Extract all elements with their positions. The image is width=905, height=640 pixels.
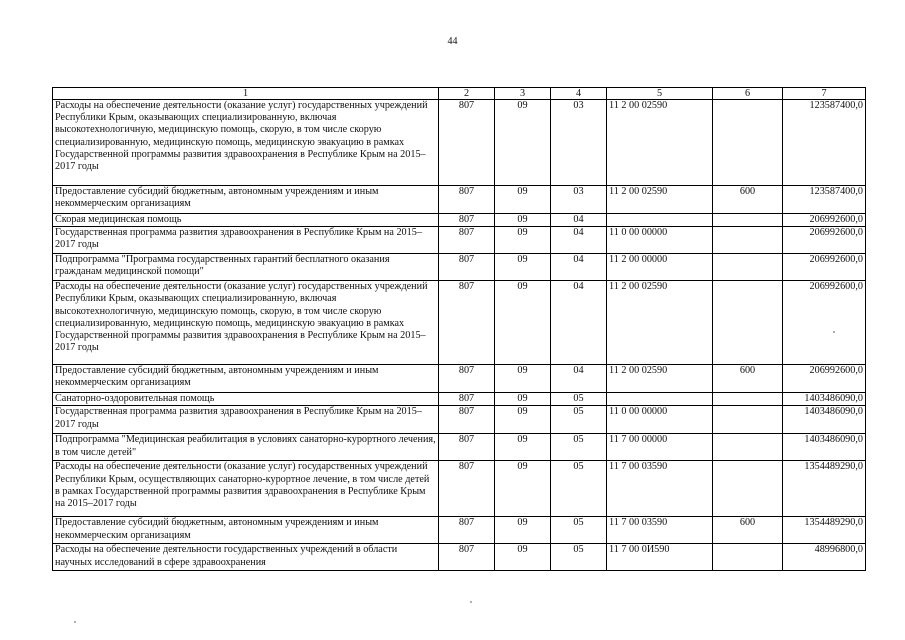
table-row — [53, 186, 866, 214]
header-cell: 1 — [53, 88, 439, 100]
section-cell: 09 — [495, 254, 551, 281]
table-row — [53, 100, 866, 186]
admin-code-cell: 807 — [439, 406, 495, 434]
subsection-cell: 04 — [551, 365, 607, 393]
section-cell: 09 — [495, 281, 551, 365]
amount-cell: 206992600,0 — [783, 365, 866, 393]
header-cell: 7 — [783, 88, 866, 100]
subsection-cell: 05 — [551, 406, 607, 434]
scan-speck — [74, 621, 76, 623]
header-cell: 6 — [713, 88, 783, 100]
target-article-cell: 11 7 00 0И590 — [607, 544, 713, 571]
table-row — [53, 406, 866, 434]
subsection-cell: 05 — [551, 461, 607, 517]
subsection-cell: 05 — [551, 517, 607, 544]
description-cell: Расходы на обеспечение деятельности (оказание услуг) государственных учреждений Республики Крым, осуществляющих санаторно-курортное лечение, в том числе детей в рамках Государственной программы развития здравоохранения в Республике Крым на 2015–2017 годы — [53, 461, 439, 517]
admin-code-cell: 807 — [439, 434, 495, 461]
target-article-cell — [607, 393, 713, 406]
admin-code-cell: 807 — [439, 544, 495, 571]
target-article-cell: 11 7 00 03590 — [607, 517, 713, 544]
description-cell: Предоставление субсидий бюджетным, автономным учреждениям и иным некоммерческим организациям — [53, 186, 439, 214]
admin-code-cell: 807 — [439, 281, 495, 365]
description-cell: Предоставление субсидий бюджетным, автономным учреждениям и иным некоммерческим организациям — [53, 365, 439, 393]
target-article-cell: 11 7 00 03590 — [607, 461, 713, 517]
target-article-cell — [607, 214, 713, 227]
table-row — [53, 254, 866, 281]
section-cell: 09 — [495, 365, 551, 393]
amount-cell: 206992600,0 — [783, 281, 866, 365]
description-cell: Скорая медицинская помощь — [53, 214, 439, 227]
admin-code-cell: 807 — [439, 254, 495, 281]
table-row — [53, 461, 866, 517]
budget-table — [52, 87, 866, 571]
amount-cell: 1403486090,0 — [783, 393, 866, 406]
expense-type-cell — [713, 406, 783, 434]
header-cell: 5 — [607, 88, 713, 100]
subsection-cell: 04 — [551, 227, 607, 254]
description-cell: Расходы на обеспечение деятельности (оказание услуг) государственных учреждений Республики Крым, оказывающих специализированную, включая высокотехнологичную, медицинскую помощь, скорую, в том числе скорую специализированную, медицинскую помощь, медицинскую эвакуацию в рамках Государственной программы развития здравоохранения в Республике Крым на 2015–2017 годы — [53, 100, 439, 186]
subsection-cell: 04 — [551, 281, 607, 365]
section-cell: 09 — [495, 461, 551, 517]
subsection-cell: 05 — [551, 393, 607, 406]
target-article-cell: 11 2 00 02590 — [607, 281, 713, 365]
amount-cell: 1354489290,0 — [783, 517, 866, 544]
amount-cell: 1403486090,0 — [783, 406, 866, 434]
table-row — [53, 393, 866, 406]
expense-type-cell: 600 — [713, 365, 783, 393]
target-article-cell: 11 2 00 00000 — [607, 254, 713, 281]
table-row — [53, 544, 866, 571]
amount-cell: 206992600,0 — [783, 227, 866, 254]
scan-speck — [833, 331, 835, 333]
subsection-cell: 04 — [551, 254, 607, 281]
header-row — [53, 88, 866, 100]
description-cell: Предоставление субсидий бюджетным, автономным учреждениям и иным некоммерческим организациям — [53, 517, 439, 544]
header-cell: 2 — [439, 88, 495, 100]
table-row — [53, 365, 866, 393]
expense-type-cell — [713, 214, 783, 227]
description-cell: Государственная программа развития здравоохранения в Республике Крым на 2015–2017 годы — [53, 406, 439, 434]
amount-cell: 206992600,0 — [783, 214, 866, 227]
section-cell: 09 — [495, 186, 551, 214]
section-cell: 09 — [495, 406, 551, 434]
target-article-cell: 11 0 00 00000 — [607, 227, 713, 254]
amount-cell: 123587400,0 — [783, 100, 866, 186]
expense-type-cell — [713, 434, 783, 461]
subsection-cell: 05 — [551, 434, 607, 461]
subsection-cell: 05 — [551, 544, 607, 571]
admin-code-cell: 807 — [439, 227, 495, 254]
header-cell: 4 — [551, 88, 607, 100]
table-row — [53, 214, 866, 227]
description-cell: Государственная программа развития здравоохранения в Республике Крым на 2015–2017 годы — [53, 227, 439, 254]
expense-type-cell: 600 — [713, 517, 783, 544]
amount-cell: 206992600,0 — [783, 254, 866, 281]
section-cell: 09 — [495, 544, 551, 571]
table-row — [53, 434, 866, 461]
description-cell: Санаторно-оздоровительная помощь — [53, 393, 439, 406]
amount-cell: 123587400,0 — [783, 186, 866, 214]
admin-code-cell: 807 — [439, 393, 495, 406]
subsection-cell: 03 — [551, 186, 607, 214]
expense-type-cell — [713, 281, 783, 365]
expense-type-cell — [713, 100, 783, 186]
description-cell: Подпрограмма "Медицинская реабилитация в условиях санаторно-курортного лечения, в том числе детей" — [53, 434, 439, 461]
expense-type-cell: 600 — [713, 186, 783, 214]
scan-speck — [470, 601, 472, 603]
section-cell: 09 — [495, 214, 551, 227]
target-article-cell: 11 0 00 00000 — [607, 406, 713, 434]
expense-type-cell — [713, 393, 783, 406]
expense-type-cell — [713, 254, 783, 281]
admin-code-cell: 807 — [439, 517, 495, 544]
subsection-cell: 04 — [551, 214, 607, 227]
section-cell: 09 — [495, 100, 551, 186]
expense-type-cell — [713, 461, 783, 517]
header-cell: 3 — [495, 88, 551, 100]
target-article-cell: 11 2 00 02590 — [607, 365, 713, 393]
target-article-cell: 11 2 00 02590 — [607, 186, 713, 214]
target-article-cell: 11 7 00 00000 — [607, 434, 713, 461]
table-body — [53, 100, 866, 571]
expense-type-cell — [713, 544, 783, 571]
description-cell: Расходы на обеспечение деятельности (оказание услуг) государственных учреждений Республики Крым, оказывающих специализированную, включая высокотехнологичную, медицинскую помощь, скорую, в том числе скорую специализированную, медицинскую помощь, медицинскую эвакуацию в рамках Государственной программы развития здравоохранения в Республике Крым на 2015–2017 годы — [53, 281, 439, 365]
table-row — [53, 517, 866, 544]
table-row — [53, 281, 866, 365]
admin-code-cell: 807 — [439, 186, 495, 214]
admin-code-cell: 807 — [439, 365, 495, 393]
admin-code-cell: 807 — [439, 461, 495, 517]
page-number: 44 — [447, 36, 458, 47]
section-cell: 09 — [495, 393, 551, 406]
description-cell: Расходы на обеспечение деятельности государственных учреждений в области научных исследований в сфере здравоохранения — [53, 544, 439, 571]
section-cell: 09 — [495, 227, 551, 254]
table-row — [53, 227, 866, 254]
admin-code-cell: 807 — [439, 214, 495, 227]
subsection-cell: 03 — [551, 100, 607, 186]
section-cell: 09 — [495, 517, 551, 544]
target-article-cell: 11 2 00 02590 — [607, 100, 713, 186]
section-cell: 09 — [495, 434, 551, 461]
expense-type-cell — [713, 227, 783, 254]
amount-cell: 48996800,0 — [783, 544, 866, 571]
description-cell: Подпрограмма "Программа государственных гарантий бесплатного оказания гражданам медицинской помощи" — [53, 254, 439, 281]
amount-cell: 1403486090,0 — [783, 434, 866, 461]
admin-code-cell: 807 — [439, 100, 495, 186]
amount-cell: 1354489290,0 — [783, 461, 866, 517]
